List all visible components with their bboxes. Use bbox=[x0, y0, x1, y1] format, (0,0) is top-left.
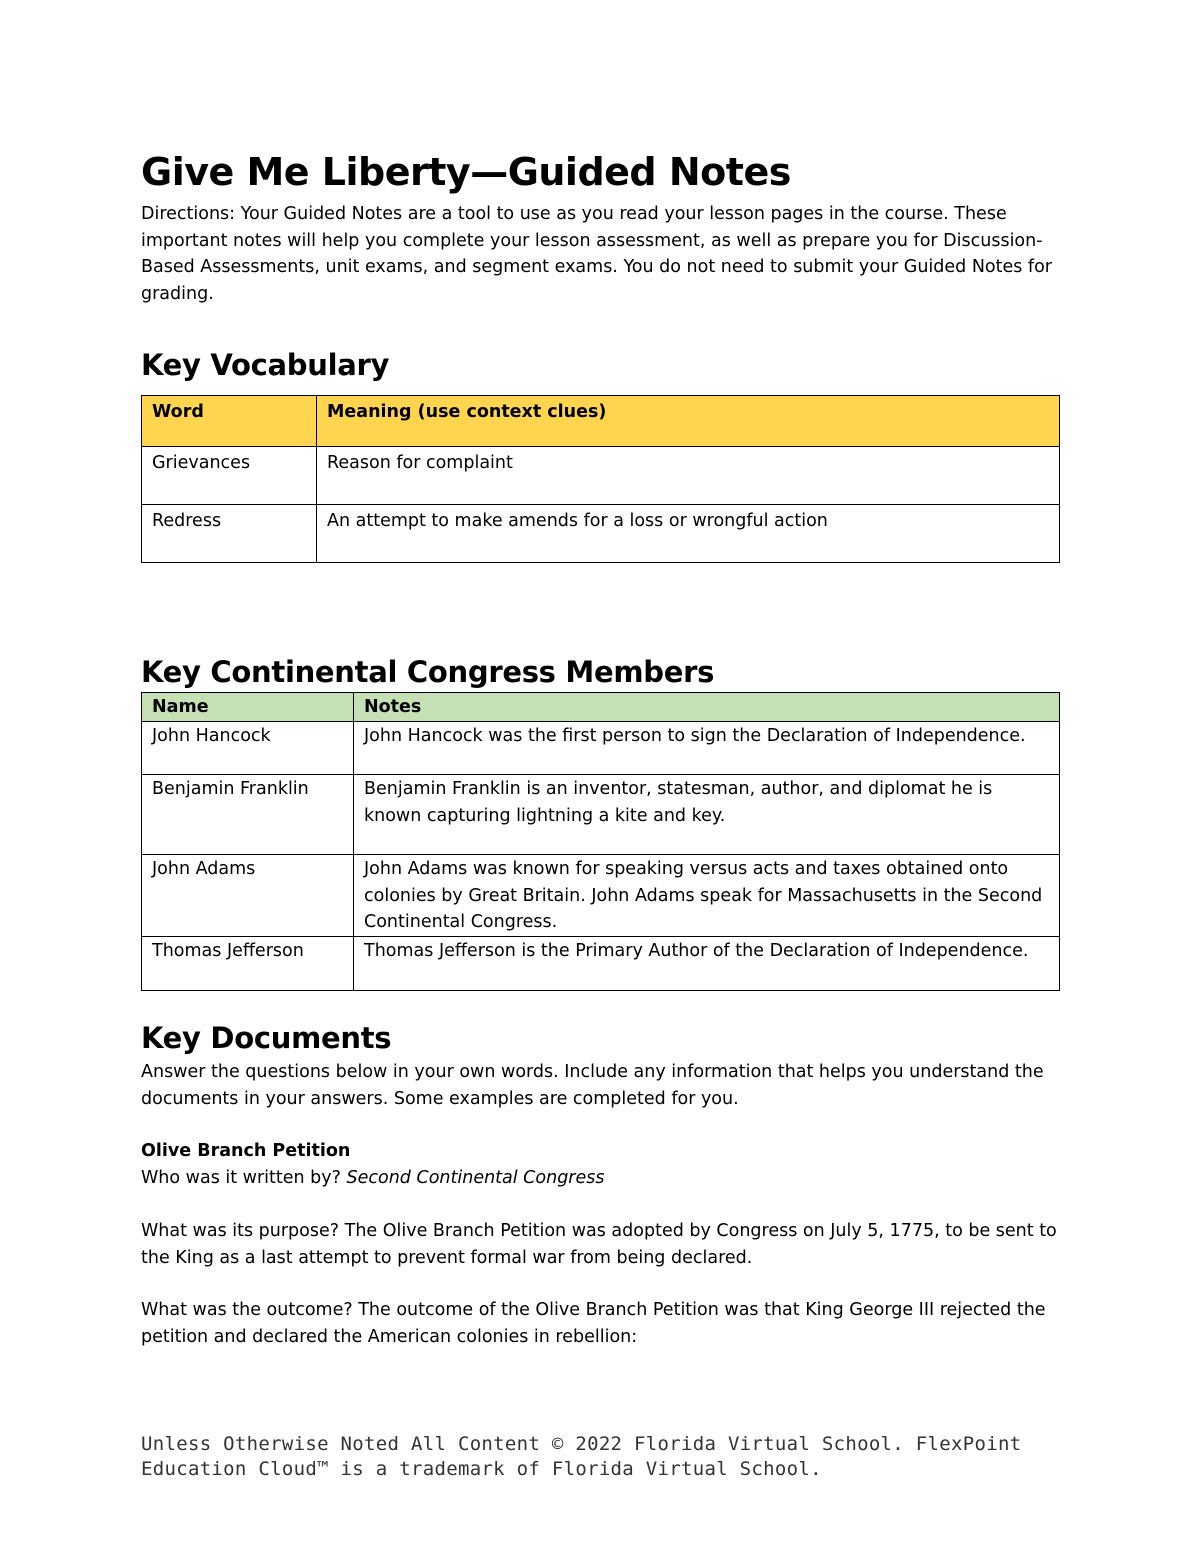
members-col-notes: Notes bbox=[354, 693, 1060, 722]
table-row bbox=[142, 722, 1060, 775]
question-purpose bbox=[141, 1218, 1061, 1271]
members-heading: Key Continental Congress Members bbox=[141, 655, 715, 689]
member-name: Benjamin Franklin bbox=[142, 775, 354, 855]
vocab-table bbox=[141, 395, 1060, 563]
directions-text: Directions: Your Guided Notes are a tool to use as you read your lesson pages in the course. These important notes will help you complete your lesson assessment, as well as prepare you for Discussion-Based Assessments, unit exams, and segment exams. You do not need to submit your Guided Notes for grading. bbox=[141, 204, 1052, 304]
vocab-col-word: Word bbox=[142, 396, 317, 447]
question-label: What was the outcome? bbox=[141, 1300, 353, 1320]
vocab-heading: Key Vocabulary bbox=[141, 348, 390, 382]
member-name: John Adams bbox=[142, 855, 354, 937]
table-row bbox=[142, 855, 1060, 937]
documents-intro: Answer the questions below in your own words. Include any information that helps you understand the documents in your answers. Some examples are completed for you. bbox=[141, 1062, 1044, 1109]
vocab-word: Redress bbox=[142, 505, 317, 563]
vocab-word: Grievances bbox=[142, 447, 317, 505]
table-row bbox=[142, 936, 1060, 990]
member-name: John Hancock bbox=[142, 722, 354, 775]
members-table bbox=[141, 692, 1060, 991]
member-name: Thomas Jefferson bbox=[142, 936, 354, 990]
copyright-footer: Unless Otherwise Noted All Content © 2022 Florida Virtual School. FlexPoint Education Cloud™ is a trademark of Florida Virtual School. bbox=[141, 1433, 1022, 1480]
members-header-row bbox=[142, 693, 1060, 722]
question-label: What was its purpose? bbox=[141, 1221, 340, 1241]
vocab-col-meaning: Meaning (use context clues) bbox=[317, 396, 1060, 447]
olive-branch-heading: Olive Branch Petition bbox=[141, 1141, 351, 1161]
page-title: Give Me Liberty—Guided Notes bbox=[141, 150, 791, 194]
answer-text: The outcome of the Olive Branch Petition was that King George III rejected the petition and declared the American colonies in rebellion: bbox=[141, 1300, 1046, 1347]
table-row bbox=[142, 447, 1060, 505]
documents-heading: Key Documents bbox=[141, 1021, 392, 1055]
answer-text: Second Continental Congress bbox=[346, 1168, 605, 1188]
vocab-meaning: Reason for complaint bbox=[317, 447, 1060, 505]
member-notes: Thomas Jefferson is the Primary Author of the Declaration of Independence. bbox=[354, 936, 1060, 990]
table-row bbox=[142, 505, 1060, 563]
member-notes: John Hancock was the first person to sign the Declaration of Independence. bbox=[354, 722, 1060, 775]
member-notes: Benjamin Franklin is an inventor, statesman, author, and diplomat he is known capturing lightning a kite and key. bbox=[354, 775, 1060, 855]
members-col-name: Name bbox=[142, 693, 354, 722]
table-row bbox=[142, 775, 1060, 855]
vocab-meaning: An attempt to make amends for a loss or wrongful action bbox=[317, 505, 1060, 563]
answer-text: The Olive Branch Petition was adopted by Congress on July 5, 1775, to be sent to the King as a last attempt to prevent formal war from being declared. bbox=[141, 1221, 1057, 1268]
member-notes: John Adams was known for speaking versus acts and taxes obtained onto colonies by Great Britain. John Adams speak for Massachusetts in the Second Continental Congress. bbox=[354, 855, 1060, 937]
vocab-header-row bbox=[142, 396, 1060, 447]
question-written-by bbox=[141, 1165, 1061, 1192]
question-label: Who was it written by? bbox=[141, 1168, 341, 1188]
question-outcome bbox=[141, 1297, 1061, 1350]
